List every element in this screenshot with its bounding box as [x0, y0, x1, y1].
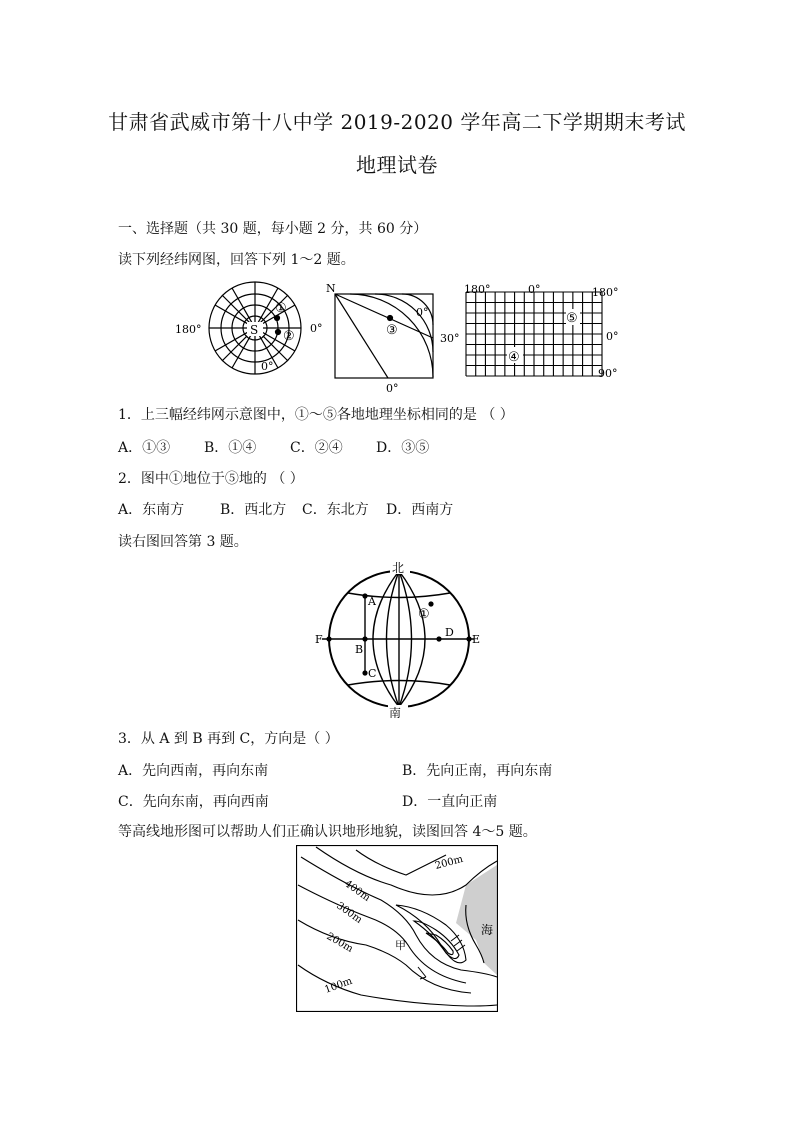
- question-intro-1-2: 读下列经纬网图，回答下列 1～2 题。: [118, 252, 355, 268]
- option-a[interactable]: A．东南方: [118, 502, 185, 518]
- sea-label: 海: [481, 923, 494, 937]
- section-heading: 一、选择题（共 30 题，每小题 2 分，共 60 分）: [118, 221, 428, 237]
- lat-0-grid-label: 0°: [606, 330, 619, 343]
- lon-0-right-label: 0°: [310, 322, 323, 335]
- point-1-label: ①: [275, 301, 287, 316]
- grid-graticule: [466, 292, 602, 376]
- option-c[interactable]: C．②④: [290, 440, 343, 456]
- contour-200m-top: 200m: [433, 853, 465, 872]
- lon-0-top-label: 0°: [416, 306, 429, 319]
- point-jia-label: 甲: [395, 939, 406, 952]
- contour-300m: 300m: [334, 900, 364, 926]
- lon-0-grid-label: 0°: [528, 283, 541, 296]
- point-b-label: B: [355, 643, 364, 656]
- point-a-label: A: [368, 595, 376, 608]
- question-2-options: [118, 499, 453, 519]
- contour-map-figure: [296, 845, 498, 1012]
- page-title: 甘肃省武威市第十八中学 2019-2020 学年高二下学期期末考试: [108, 110, 686, 134]
- south-label: 南: [389, 706, 402, 718]
- question-2-stem: 2．图中①地位于⑤地的 （ ）: [118, 471, 304, 487]
- point-1-label: ①: [418, 607, 430, 622]
- question-3-stem: 3．从 A 到 B 再到 C，方向是（ ）: [118, 731, 339, 747]
- contour-100m: 100m: [323, 975, 354, 996]
- point-4-label: ④: [508, 350, 520, 365]
- option-c[interactable]: C．先向东南，再向西南: [118, 794, 269, 810]
- south-pole-label: S: [250, 323, 259, 337]
- point-d-label: D: [445, 626, 454, 639]
- option-c[interactable]: C．东北方: [302, 502, 369, 518]
- north-label: 北: [392, 561, 405, 575]
- point-f-label: F: [315, 633, 323, 646]
- point-2-label: ②: [283, 329, 295, 344]
- question-1-stem: 1．上三幅经纬网示意图中，①～⑤各地地理坐标相同的是 （ ）: [118, 407, 514, 423]
- graticule-figure: [170, 280, 625, 395]
- question-3-options-row1: [118, 760, 552, 780]
- option-a[interactable]: A．①③: [118, 440, 171, 456]
- point-c-label: C: [368, 667, 377, 680]
- option-b[interactable]: B．先向正南，再向东南: [402, 763, 553, 779]
- point-5-label: ⑤: [566, 311, 578, 326]
- option-d[interactable]: D．③⑤: [376, 440, 430, 456]
- lat-30-label: 30°: [440, 332, 460, 345]
- question-intro-3: 读右图回答第 3 题。: [118, 534, 248, 550]
- lon-0-bottom-label: 0°: [261, 360, 274, 373]
- contour-200m-left: 200m: [324, 931, 355, 955]
- option-b[interactable]: B．①④: [204, 440, 257, 456]
- option-a[interactable]: A．先向西南，再向东南: [118, 763, 269, 779]
- point-e-label: E: [472, 633, 481, 646]
- lon-0-bottom-mid-label: 0°: [386, 382, 399, 395]
- globe-figure: [312, 560, 492, 718]
- lon-180-right-label: 180°: [592, 286, 619, 299]
- option-b[interactable]: B．西北方: [220, 502, 287, 518]
- question-intro-4-5: 等高线地形图可以帮助人们正确认识地形地貌，读图回答 4～5 题。: [118, 824, 537, 840]
- question-3-options-row2: [118, 791, 497, 811]
- contour-400m: 400m: [342, 878, 372, 904]
- north-pole-label: N: [326, 282, 336, 295]
- page-subtitle: 地理试卷: [356, 153, 438, 177]
- lat-90-grid-label: 90°: [598, 367, 618, 380]
- question-1-options: [118, 437, 429, 457]
- point-3-label: ③: [386, 323, 398, 338]
- option-d[interactable]: D．西南方: [386, 502, 454, 518]
- option-d[interactable]: D．一直向正南: [402, 794, 498, 810]
- lon-180-label: 180°: [175, 323, 202, 336]
- lon-180-left-label: 180°: [464, 283, 491, 296]
